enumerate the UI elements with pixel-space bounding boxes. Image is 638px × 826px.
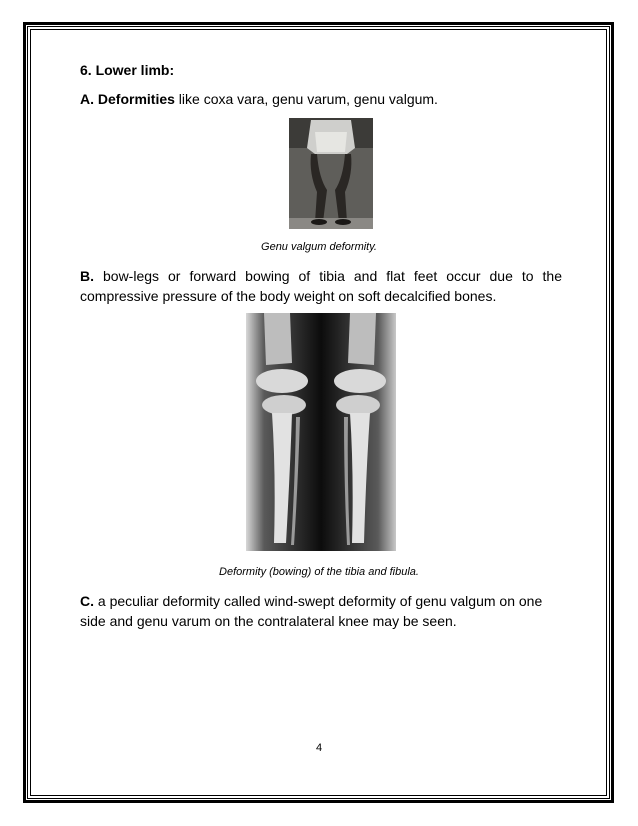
point-c-text: a peculiar deformity called wind-swept deformity of genu valgum on one side and genu varum on the contralateral knee may be seen.: [80, 593, 543, 629]
point-b: [80, 266, 562, 306]
point-a-label: A. Deformities: [80, 91, 175, 107]
point-a-text: like coxa vara, genu varum, genu valgum.: [174, 91, 438, 107]
figure-caption-genu-valgum: Genu valgum deformity.: [261, 241, 377, 253]
figure-caption-tibia-bowing: Deformity (bowing) of the tibia and fibula.: [219, 566, 419, 578]
point-c: [80, 591, 562, 631]
section-heading: 6. Lower limb:: [80, 62, 175, 78]
point-a: [80, 91, 438, 107]
genu-valgum-photo: [289, 118, 373, 229]
point-b-text: bow-legs or forward bowing of tibia and flat feet occur due to the compressive pressure of the body weight on soft decalcified bones.: [80, 268, 562, 304]
page-number: 4: [315, 742, 323, 754]
point-b-label: B.: [80, 268, 94, 284]
point-c-label: C.: [80, 593, 94, 609]
tibia-fibula-xray: [246, 313, 396, 551]
